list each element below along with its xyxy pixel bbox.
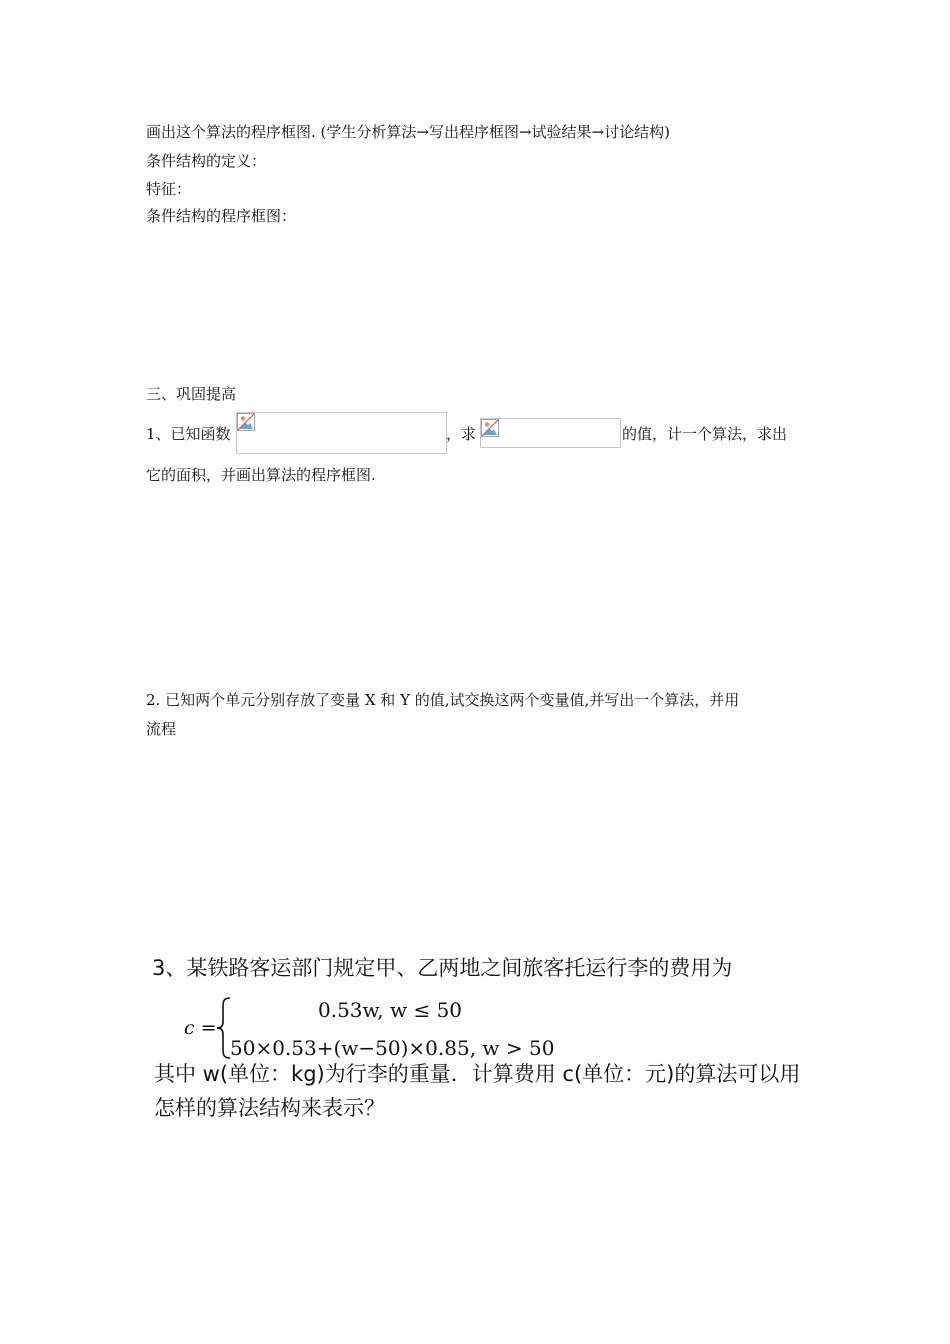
problem3-line3: 怎样的算法结构来表示？ — [154, 1096, 385, 1120]
broken-image-icon — [237, 413, 255, 431]
value-image — [480, 418, 621, 448]
definition-label: 条件结构的定义： — [146, 152, 267, 170]
q1-prefix: 1、已知函数 — [146, 425, 231, 443]
q1-line2: 它的面积，并画出算法的程序框图. — [146, 466, 376, 484]
feature-label: 特征： — [146, 180, 192, 198]
formula-case1: 0.53w, w ≤ 50 — [318, 998, 463, 1022]
broken-image-icon — [481, 419, 499, 437]
q1-suffix: 的值，计一个算法，求出 — [622, 425, 788, 443]
flowchart-label: 条件结构的程序框图： — [146, 207, 297, 225]
section-heading: 三、巩固提高 — [146, 385, 237, 403]
problem3-line1: 3、某铁路客运部门规定甲、乙两地之间旅客托运行李的费用为 — [152, 956, 733, 980]
problem3-line2: 其中 w(单位：kg)为行李的重量．计算费用 c(单位：元)的算法可以用 — [154, 1062, 801, 1086]
instruction-line: 画出这个算法的程序框图. (学生分析算法→写出程序框图→试验结果→讨论结构) — [146, 123, 670, 141]
q2-line2: 流程 — [146, 720, 177, 738]
function-image — [236, 412, 447, 454]
q1-mid: ，求 — [446, 425, 477, 443]
formula-case2: 50×0.53+(w−50)×0.85, w > 50 — [230, 1036, 555, 1060]
q2-line1: 2. 已知两个单元分别存放了变量 X 和 Y 的值,试交换这两个变量值,并写出一个算法，并用 — [146, 691, 740, 709]
formula-lhs: c = — [184, 1017, 217, 1039]
